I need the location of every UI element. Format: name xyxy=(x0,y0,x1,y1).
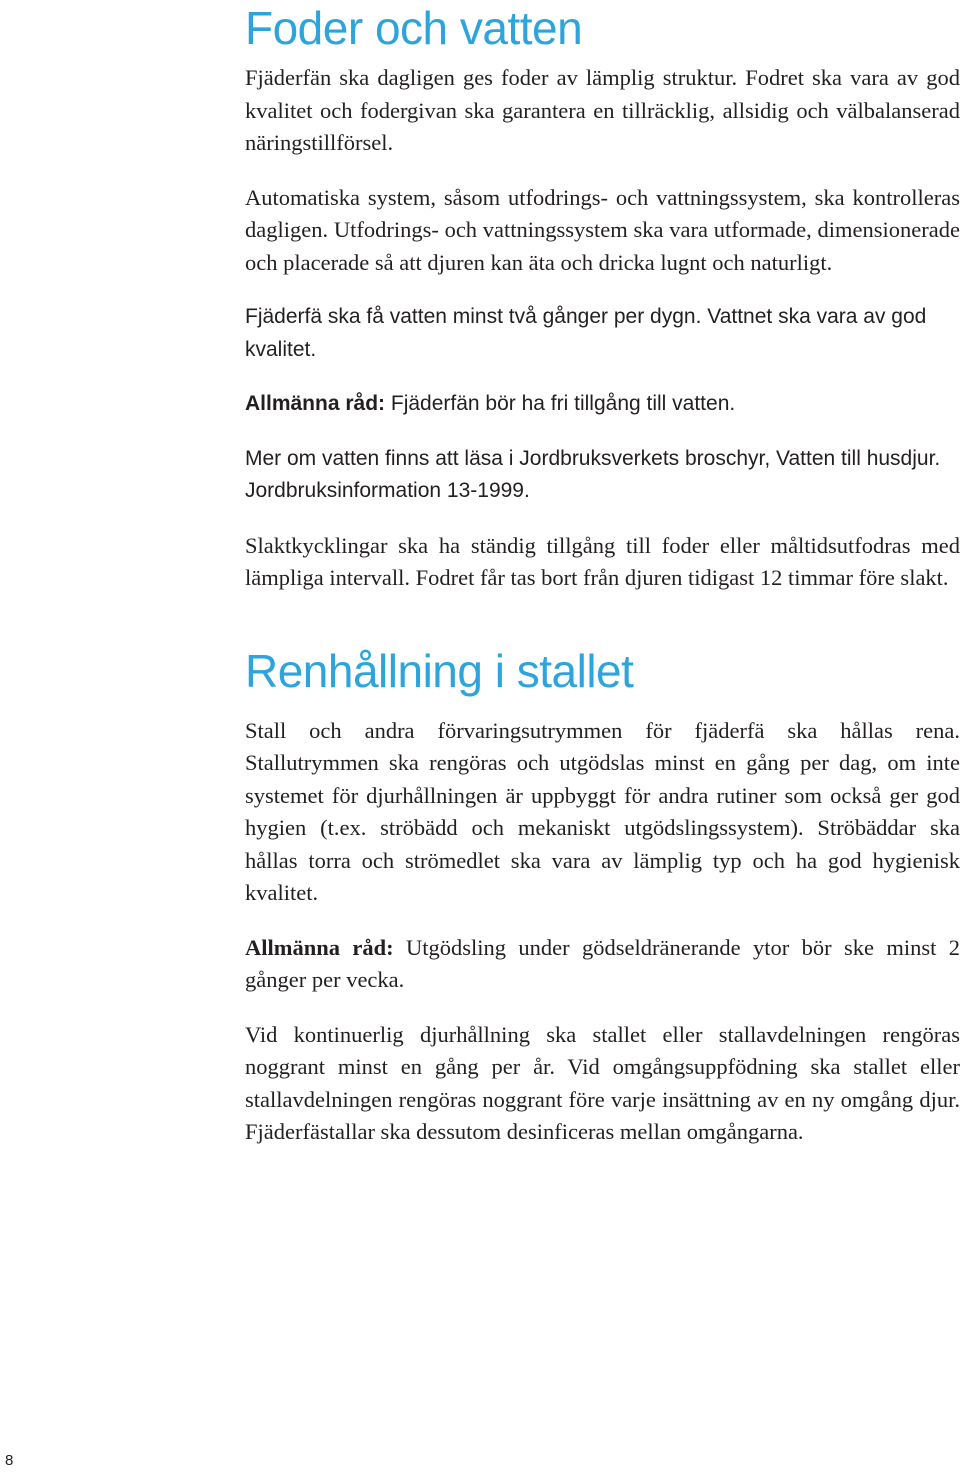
advice-utgodsling xyxy=(245,932,960,997)
page-content xyxy=(245,0,960,1171)
advice-text: Fjäderfän bör ha fri tillgång till vatten. xyxy=(385,392,736,415)
section-title-renhallning: Renhållning i stallet xyxy=(245,644,634,697)
advice-text: Utgödsling under gödseldränerande ytor bör ske minst 2 gånger per vecka. xyxy=(245,934,960,992)
section-divider-space xyxy=(245,617,960,645)
paragraph-vatten-dygn: Fjäderfä ska få vatten minst två gånger per dygn. Vattnet ska vara av god kvalitet. xyxy=(245,305,927,361)
paragraph-automatiska-system: Automatiska system, såsom utfodrings- och vattningssystem, ska kontrolleras dagligen. Utfodrings- och vattningssystem ska vara utformade, dimensionerade och placerade så att djuren kan äta och dricka lugnt och naturligt. xyxy=(245,184,960,275)
paragraph-kontinuerlig-djurhallning: Vid kontinuerlig djurhållning ska stallet eller stallavdelningen rengöras noggrant minst en gång per år. Vid omgångsuppfödning ska stallet eller stallavdelningen rengöras noggrant före varje insättning av en ny omgång djur. Fjäderfästallar ska dessutom desinficeras mellan omgångarna. xyxy=(245,1021,960,1144)
paragraph-broschyr-reference: Mer om vatten finns att läsa i Jordbruksverkets broschyr, Vatten till husdjur. Jordbruksinformation 13-1999. xyxy=(245,446,941,502)
section-title-foder-och-vatten: Foder och vatten xyxy=(245,2,583,54)
page-number: 8 xyxy=(5,1452,14,1469)
advice-vatten xyxy=(245,388,960,421)
paragraph-slaktkycklingar: Slaktkycklingar ska ha ständig tillgång till foder eller måltidsutfodras med lämpliga intervall. Fodret får tas bort från djuren tidigast 12 timmar före slakt. xyxy=(245,532,960,590)
paragraph-foder-struktur: Fjäderfän ska dagligen ges foder av lämplig struktur. Fodret ska vara av god kvalitet och fodergivan ska garantera en tillräcklig, allsidig och välbalanserad näringstillförsel. xyxy=(245,65,960,155)
advice-label: Allmänna råd: xyxy=(245,934,394,960)
paragraph-stall-rena: Stall och andra förvaringsutrymmen för fjäderfä ska hållas rena. Stallutrymmen ska rengöras och utgödslas minst en gång per dag, om inte systemet för djurhållningen är uppbyggt för andra rutiner som också ger god hygien (t.ex. ströbädd och mekaniskt utgödslingssystem). Ströbäddar ska hållas torra och strömedlet ska vara av lämplig typ och ha god hygienisk kvalitet. xyxy=(245,717,960,905)
advice-label: Allmänna råd: xyxy=(245,392,386,415)
